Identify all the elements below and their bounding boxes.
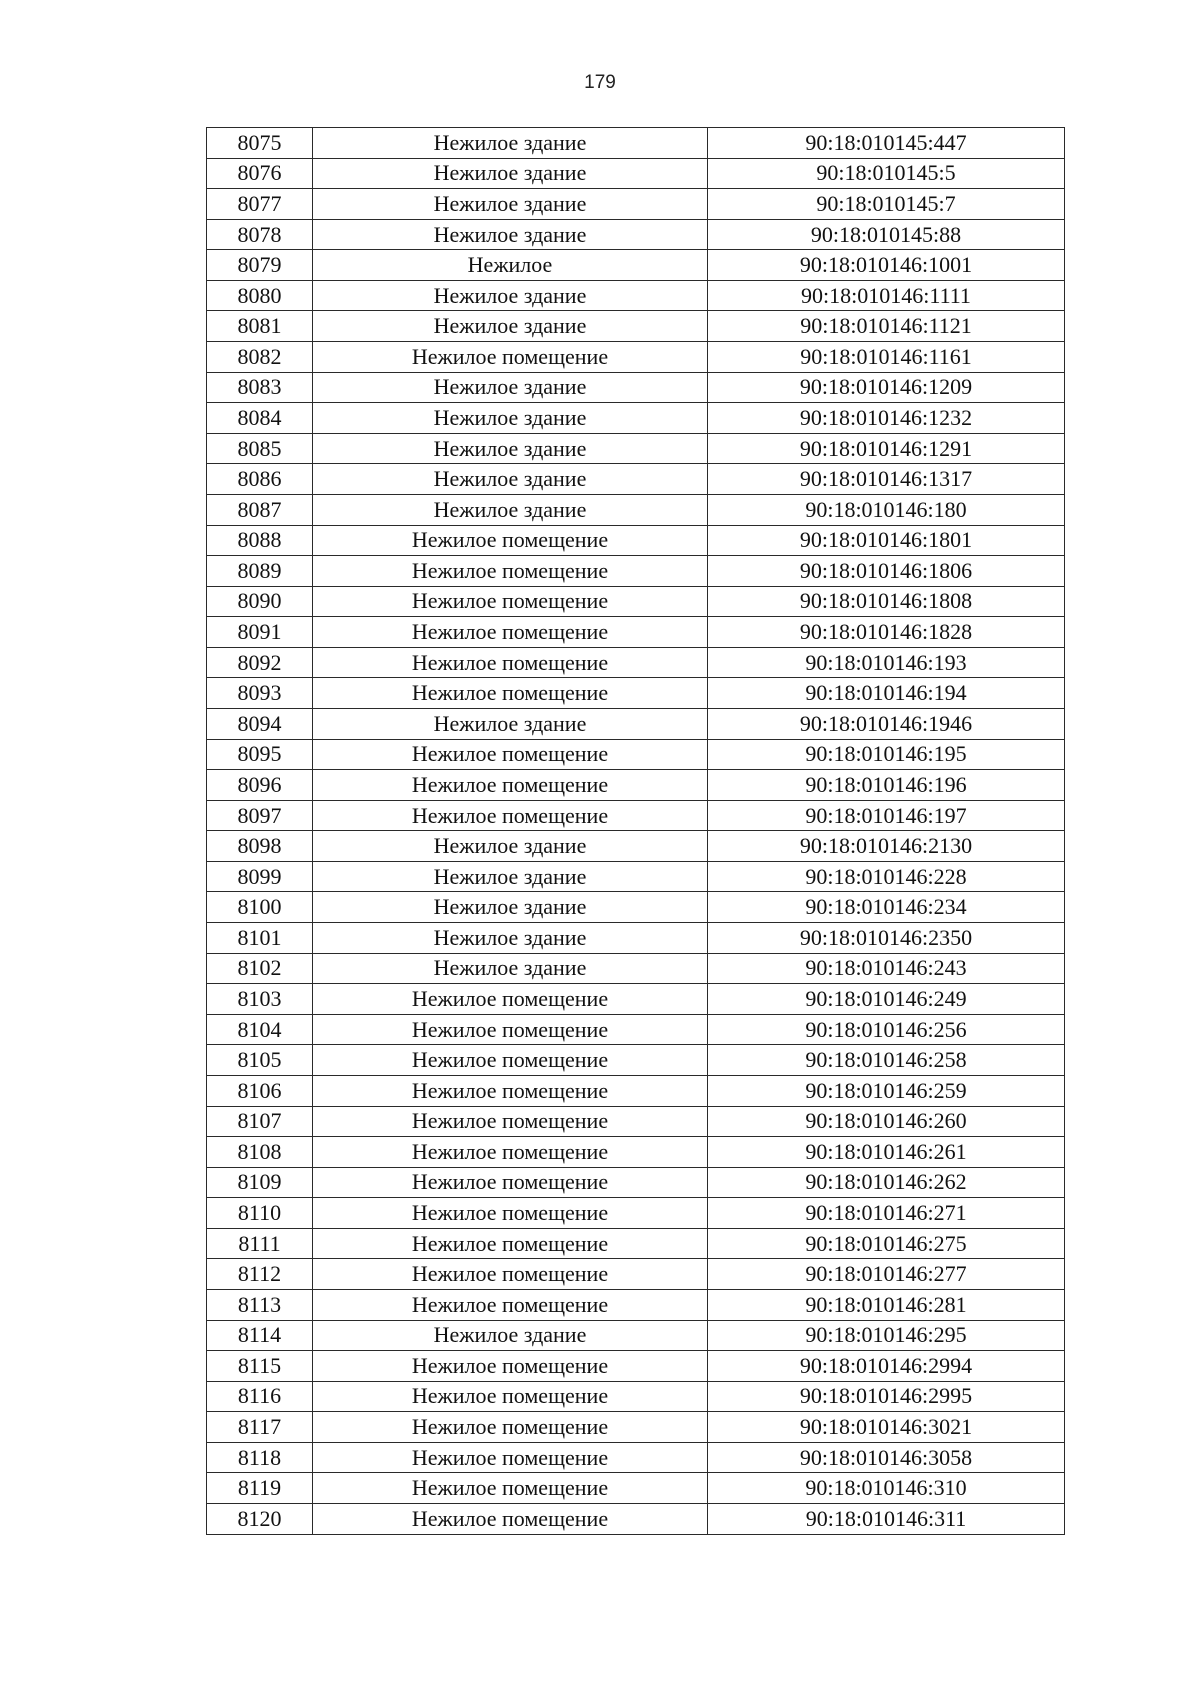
row-number-cell: 8084 bbox=[207, 403, 313, 434]
row-number-cell: 8082 bbox=[207, 342, 313, 373]
property-type-cell: Нежилое помещение bbox=[313, 1075, 708, 1106]
cadastral-number-cell: 90:18:010146:1291 bbox=[708, 433, 1065, 464]
table-row bbox=[207, 1351, 1065, 1382]
row-number-cell: 8078 bbox=[207, 219, 313, 250]
property-type-cell: Нежилое здание bbox=[313, 1320, 708, 1351]
row-number-cell: 8118 bbox=[207, 1442, 313, 1473]
row-number-cell: 8100 bbox=[207, 892, 313, 923]
table-row bbox=[207, 280, 1065, 311]
property-type-cell: Нежилое здание bbox=[313, 953, 708, 984]
table-row bbox=[207, 1198, 1065, 1229]
property-type-cell: Нежилое помещение bbox=[313, 342, 708, 373]
property-type-cell: Нежилое помещение bbox=[313, 678, 708, 709]
table-row bbox=[207, 556, 1065, 587]
property-type-cell: Нежилое здание bbox=[313, 433, 708, 464]
row-number-cell: 8091 bbox=[207, 617, 313, 648]
cadastral-number-cell: 90:18:010146:281 bbox=[708, 1289, 1065, 1320]
table-row bbox=[207, 1473, 1065, 1504]
cadastral-number-cell: 90:18:010146:3058 bbox=[708, 1442, 1065, 1473]
row-number-cell: 8086 bbox=[207, 464, 313, 495]
table-row bbox=[207, 403, 1065, 434]
table-row bbox=[207, 953, 1065, 984]
table-row bbox=[207, 617, 1065, 648]
table-row bbox=[207, 1442, 1065, 1473]
cadastral-number-cell: 90:18:010146:196 bbox=[708, 770, 1065, 801]
cadastral-number-cell: 90:18:010146:228 bbox=[708, 861, 1065, 892]
table-row bbox=[207, 1259, 1065, 1290]
cadastral-number-cell: 90:18:010146:1111 bbox=[708, 280, 1065, 311]
table-row bbox=[207, 831, 1065, 862]
row-number-cell: 8088 bbox=[207, 525, 313, 556]
cadastral-number-cell: 90:18:010145:447 bbox=[708, 128, 1065, 159]
table-row bbox=[207, 1045, 1065, 1076]
property-registry-table bbox=[206, 127, 1065, 1535]
row-number-cell: 8111 bbox=[207, 1228, 313, 1259]
row-number-cell: 8097 bbox=[207, 800, 313, 831]
property-type-cell: Нежилое помещение bbox=[313, 1504, 708, 1535]
table-row bbox=[207, 372, 1065, 403]
table-row bbox=[207, 678, 1065, 709]
property-type-cell: Нежилое помещение bbox=[313, 1473, 708, 1504]
row-number-cell: 8106 bbox=[207, 1075, 313, 1106]
cadastral-number-cell: 90:18:010146:180 bbox=[708, 494, 1065, 525]
table-row bbox=[207, 1289, 1065, 1320]
property-type-cell: Нежилое помещение bbox=[313, 586, 708, 617]
row-number-cell: 8083 bbox=[207, 372, 313, 403]
table-row bbox=[207, 219, 1065, 250]
cadastral-number-cell: 90:18:010146:277 bbox=[708, 1259, 1065, 1290]
property-type-cell: Нежилое здание bbox=[313, 158, 708, 189]
table-row bbox=[207, 250, 1065, 281]
table-row bbox=[207, 800, 1065, 831]
table-row bbox=[207, 494, 1065, 525]
row-number-cell: 8108 bbox=[207, 1137, 313, 1168]
table-row bbox=[207, 892, 1065, 923]
cadastral-number-cell: 90:18:010146:234 bbox=[708, 892, 1065, 923]
property-type-cell: Нежилое помещение bbox=[313, 1045, 708, 1076]
table-row bbox=[207, 1075, 1065, 1106]
table-row bbox=[207, 311, 1065, 342]
row-number-cell: 8105 bbox=[207, 1045, 313, 1076]
table-row bbox=[207, 1504, 1065, 1535]
row-number-cell: 8116 bbox=[207, 1381, 313, 1412]
row-number-cell: 8115 bbox=[207, 1351, 313, 1382]
property-type-cell: Нежилое помещение bbox=[313, 1351, 708, 1382]
cadastral-number-cell: 90:18:010145:5 bbox=[708, 158, 1065, 189]
row-number-cell: 8104 bbox=[207, 1014, 313, 1045]
table-row bbox=[207, 158, 1065, 189]
table-row bbox=[207, 342, 1065, 373]
cadastral-number-cell: 90:18:010146:1001 bbox=[708, 250, 1065, 281]
row-number-cell: 8075 bbox=[207, 128, 313, 159]
property-type-cell: Нежилое здание bbox=[313, 861, 708, 892]
registry-table-body bbox=[207, 128, 1065, 1535]
row-number-cell: 8080 bbox=[207, 280, 313, 311]
cadastral-number-cell: 90:18:010146:1828 bbox=[708, 617, 1065, 648]
row-number-cell: 8089 bbox=[207, 556, 313, 587]
property-type-cell: Нежилое помещение bbox=[313, 1106, 708, 1137]
property-type-cell: Нежилое здание bbox=[313, 189, 708, 220]
row-number-cell: 8120 bbox=[207, 1504, 313, 1535]
cadastral-number-cell: 90:18:010146:1317 bbox=[708, 464, 1065, 495]
cadastral-number-cell: 90:18:010146:1801 bbox=[708, 525, 1065, 556]
row-number-cell: 8081 bbox=[207, 311, 313, 342]
property-type-cell: Нежилое здание bbox=[313, 708, 708, 739]
table-row bbox=[207, 1106, 1065, 1137]
cadastral-number-cell: 90:18:010146:2130 bbox=[708, 831, 1065, 862]
property-type-cell: Нежилое помещение bbox=[313, 525, 708, 556]
table-row bbox=[207, 1320, 1065, 1351]
row-number-cell: 8110 bbox=[207, 1198, 313, 1229]
cadastral-number-cell: 90:18:010146:310 bbox=[708, 1473, 1065, 1504]
cadastral-number-cell: 90:18:010146:311 bbox=[708, 1504, 1065, 1535]
cadastral-number-cell: 90:18:010146:194 bbox=[708, 678, 1065, 709]
cadastral-number-cell: 90:18:010146:1161 bbox=[708, 342, 1065, 373]
property-type-cell: Нежилое помещение bbox=[313, 770, 708, 801]
table-row bbox=[207, 770, 1065, 801]
row-number-cell: 8119 bbox=[207, 1473, 313, 1504]
property-type-cell: Нежилое помещение bbox=[313, 1289, 708, 1320]
row-number-cell: 8113 bbox=[207, 1289, 313, 1320]
property-type-cell: Нежилое помещение bbox=[313, 984, 708, 1015]
cadastral-number-cell: 90:18:010146:271 bbox=[708, 1198, 1065, 1229]
property-type-cell: Нежилое помещение bbox=[313, 800, 708, 831]
property-type-cell: Нежилое помещение bbox=[313, 556, 708, 587]
table-row bbox=[207, 984, 1065, 1015]
table-row bbox=[207, 1167, 1065, 1198]
cadastral-number-cell: 90:18:010146:256 bbox=[708, 1014, 1065, 1045]
cadastral-number-cell: 90:18:010146:1806 bbox=[708, 556, 1065, 587]
row-number-cell: 8102 bbox=[207, 953, 313, 984]
cadastral-number-cell: 90:18:010146:1121 bbox=[708, 311, 1065, 342]
property-type-cell: Нежилое здание bbox=[313, 923, 708, 954]
row-number-cell: 8093 bbox=[207, 678, 313, 709]
property-type-cell: Нежилое здание bbox=[313, 494, 708, 525]
property-type-cell: Нежилое здание bbox=[313, 403, 708, 434]
cadastral-number-cell: 90:18:010146:2350 bbox=[708, 923, 1065, 954]
property-type-cell: Нежилое помещение bbox=[313, 647, 708, 678]
row-number-cell: 8092 bbox=[207, 647, 313, 678]
cadastral-number-cell: 90:18:010146:1209 bbox=[708, 372, 1065, 403]
cadastral-number-cell: 90:18:010146:249 bbox=[708, 984, 1065, 1015]
property-type-cell: Нежилое помещение bbox=[313, 1137, 708, 1168]
cadastral-number-cell: 90:18:010146:260 bbox=[708, 1106, 1065, 1137]
table-row bbox=[207, 128, 1065, 159]
table-row bbox=[207, 1137, 1065, 1168]
property-type-cell: Нежилое помещение bbox=[313, 1442, 708, 1473]
row-number-cell: 8098 bbox=[207, 831, 313, 862]
cadastral-number-cell: 90:18:010146:258 bbox=[708, 1045, 1065, 1076]
row-number-cell: 8101 bbox=[207, 923, 313, 954]
property-type-cell: Нежилое здание bbox=[313, 280, 708, 311]
cadastral-number-cell: 90:18:010145:7 bbox=[708, 189, 1065, 220]
page-number: 179 bbox=[584, 72, 616, 93]
cadastral-number-cell: 90:18:010146:295 bbox=[708, 1320, 1065, 1351]
row-number-cell: 8095 bbox=[207, 739, 313, 770]
table-row bbox=[207, 586, 1065, 617]
cadastral-number-cell: 90:18:010146:259 bbox=[708, 1075, 1065, 1106]
property-type-cell: Нежилое помещение bbox=[313, 1198, 708, 1229]
table-row bbox=[207, 1412, 1065, 1443]
cadastral-number-cell: 90:18:010146:3021 bbox=[708, 1412, 1065, 1443]
row-number-cell: 8112 bbox=[207, 1259, 313, 1290]
cadastral-number-cell: 90:18:010146:262 bbox=[708, 1167, 1065, 1198]
property-type-cell: Нежилое помещение bbox=[313, 1412, 708, 1443]
row-number-cell: 8096 bbox=[207, 770, 313, 801]
row-number-cell: 8085 bbox=[207, 433, 313, 464]
row-number-cell: 8117 bbox=[207, 1412, 313, 1443]
table-row bbox=[207, 433, 1065, 464]
property-type-cell: Нежилое bbox=[313, 250, 708, 281]
cadastral-number-cell: 90:18:010146:2994 bbox=[708, 1351, 1065, 1382]
row-number-cell: 8094 bbox=[207, 708, 313, 739]
table-row bbox=[207, 1014, 1065, 1045]
row-number-cell: 8090 bbox=[207, 586, 313, 617]
property-type-cell: Нежилое здание bbox=[313, 128, 708, 159]
property-type-cell: Нежилое здание bbox=[313, 372, 708, 403]
table-row bbox=[207, 464, 1065, 495]
property-type-cell: Нежилое помещение bbox=[313, 739, 708, 770]
cadastral-number-cell: 90:18:010146:243 bbox=[708, 953, 1065, 984]
property-type-cell: Нежилое помещение bbox=[313, 1259, 708, 1290]
property-type-cell: Нежилое здание bbox=[313, 311, 708, 342]
row-number-cell: 8087 bbox=[207, 494, 313, 525]
cadastral-number-cell: 90:18:010146:1946 bbox=[708, 708, 1065, 739]
row-number-cell: 8079 bbox=[207, 250, 313, 281]
property-type-cell: Нежилое здание bbox=[313, 464, 708, 495]
cadastral-number-cell: 90:18:010146:2995 bbox=[708, 1381, 1065, 1412]
table-row bbox=[207, 739, 1065, 770]
cadastral-number-cell: 90:18:010146:195 bbox=[708, 739, 1065, 770]
property-type-cell: Нежилое помещение bbox=[313, 1381, 708, 1412]
cadastral-number-cell: 90:18:010146:275 bbox=[708, 1228, 1065, 1259]
row-number-cell: 8114 bbox=[207, 1320, 313, 1351]
cadastral-number-cell: 90:18:010146:1808 bbox=[708, 586, 1065, 617]
property-type-cell: Нежилое здание bbox=[313, 831, 708, 862]
cadastral-number-cell: 90:18:010146:197 bbox=[708, 800, 1065, 831]
cadastral-number-cell: 90:18:010146:261 bbox=[708, 1137, 1065, 1168]
row-number-cell: 8103 bbox=[207, 984, 313, 1015]
table-row bbox=[207, 1228, 1065, 1259]
property-type-cell: Нежилое здание bbox=[313, 219, 708, 250]
row-number-cell: 8099 bbox=[207, 861, 313, 892]
property-type-cell: Нежилое помещение bbox=[313, 1228, 708, 1259]
cadastral-number-cell: 90:18:010146:1232 bbox=[708, 403, 1065, 434]
row-number-cell: 8107 bbox=[207, 1106, 313, 1137]
table-row bbox=[207, 647, 1065, 678]
table-row bbox=[207, 189, 1065, 220]
row-number-cell: 8076 bbox=[207, 158, 313, 189]
property-type-cell: Нежилое здание bbox=[313, 892, 708, 923]
cadastral-number-cell: 90:18:010146:193 bbox=[708, 647, 1065, 678]
table-row bbox=[207, 923, 1065, 954]
property-type-cell: Нежилое помещение bbox=[313, 617, 708, 648]
property-type-cell: Нежилое помещение bbox=[313, 1167, 708, 1198]
cadastral-number-cell: 90:18:010145:88 bbox=[708, 219, 1065, 250]
property-type-cell: Нежилое помещение bbox=[313, 1014, 708, 1045]
table-row bbox=[207, 525, 1065, 556]
row-number-cell: 8109 bbox=[207, 1167, 313, 1198]
table-row bbox=[207, 708, 1065, 739]
row-number-cell: 8077 bbox=[207, 189, 313, 220]
table-row bbox=[207, 861, 1065, 892]
table-row bbox=[207, 1381, 1065, 1412]
